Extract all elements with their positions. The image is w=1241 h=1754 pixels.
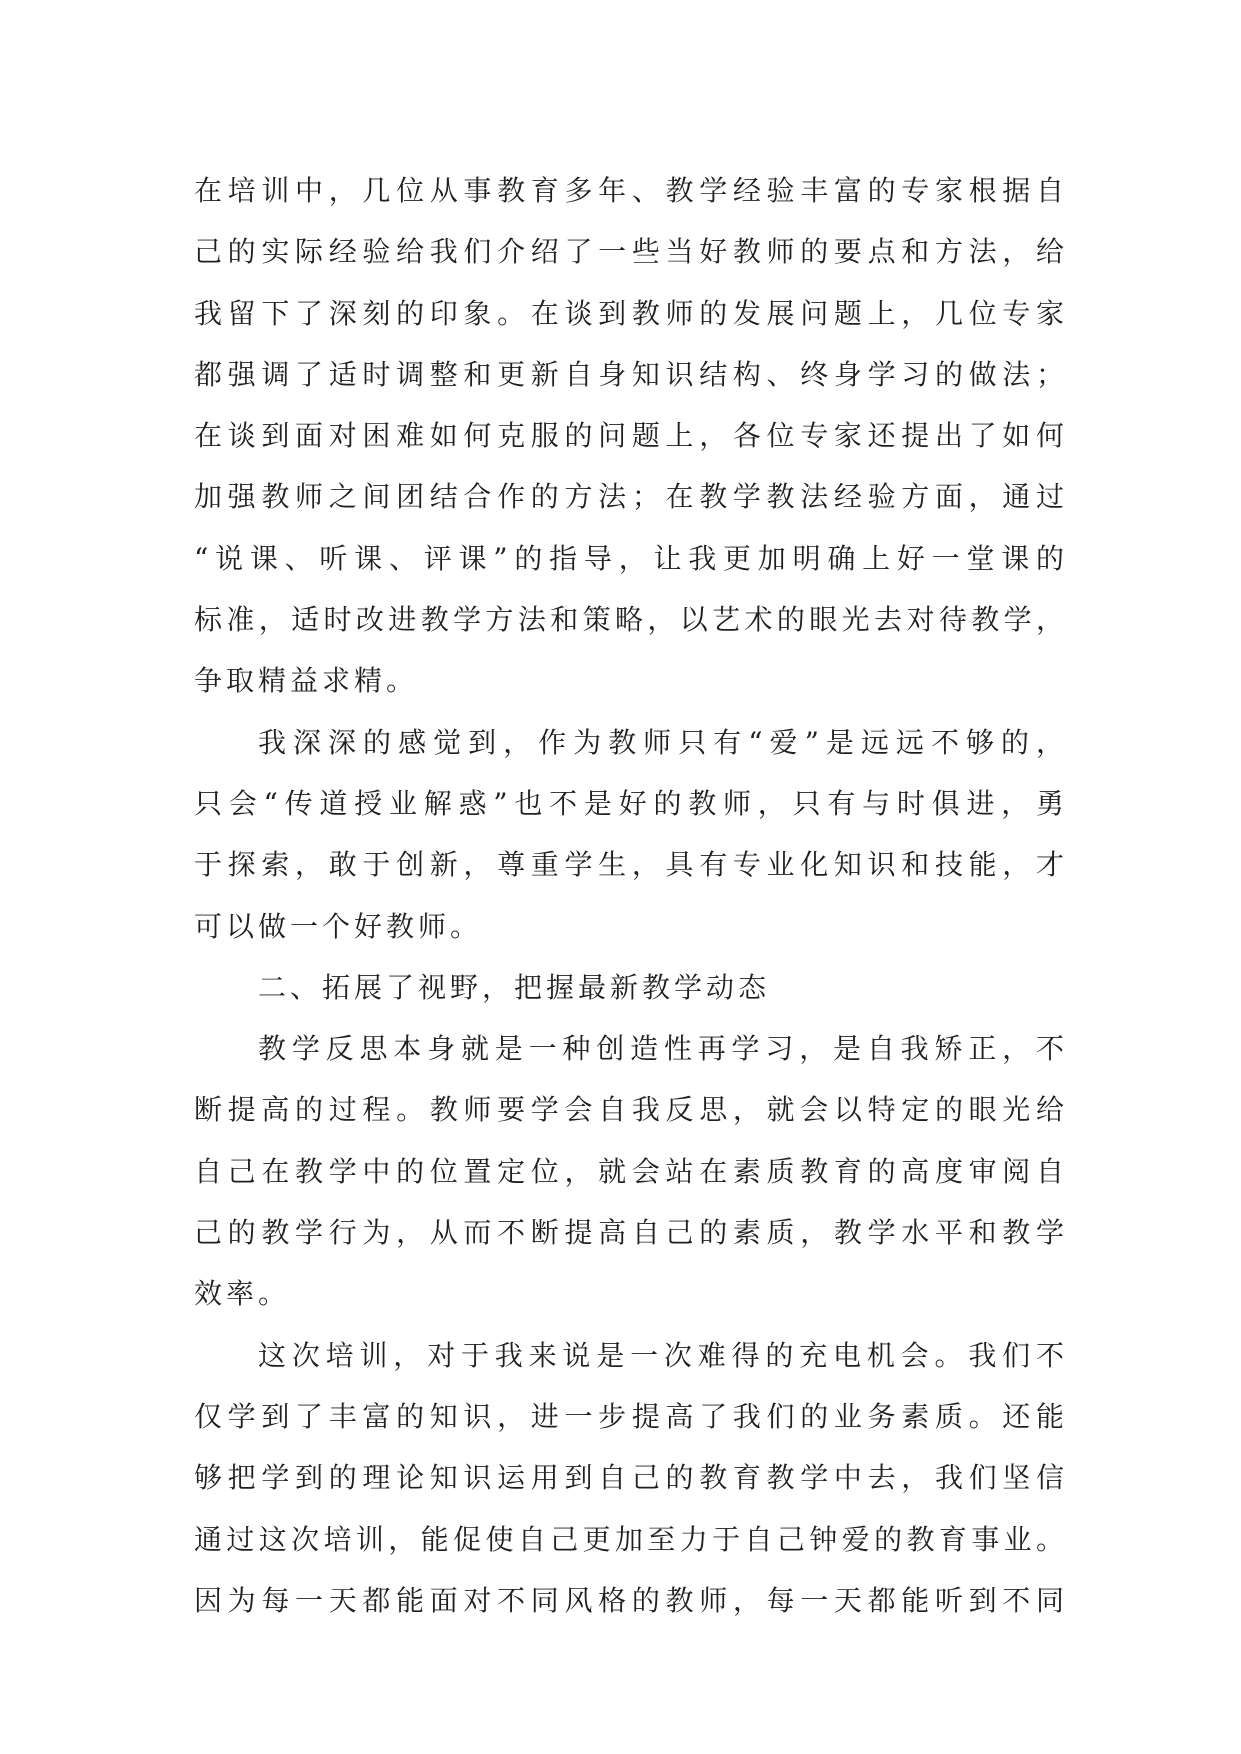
text-line: 通过这次培训，能促使自己更加至力于自己钟爱的教育事业。: [194, 1522, 1064, 1556]
text-line: 争取精益求精。: [194, 664, 419, 698]
text-line: 可以做一个好教师。: [194, 909, 483, 943]
text-line: 因为每一天都能面对不同风格的教师，每一天都能听到不同: [194, 1583, 1064, 1617]
text-line: 教学反思本身就是一种创造性再学习，是自我矫正，不: [258, 1032, 1064, 1066]
text-line: 标准，适时改进教学方法和策略，以艺术的眼光去对待教学，: [194, 603, 1064, 637]
text-line: 我深深的感觉到，作为教师只有“爱”是远远不够的，: [258, 725, 1064, 759]
text-line: 断提高的过程。教师要学会自我反思，就会以特定的眼光给: [194, 1093, 1064, 1127]
document-body: [194, 160, 1064, 1631]
text-line: 于探索，敢于创新，尊重学生，具有专业化知识和技能，才: [194, 848, 1064, 882]
text-line: 在培训中，几位从事教育多年、教学经验丰富的专家根据自: [194, 174, 1064, 207]
text-line: 仅学到了丰富的知识，进一步提高了我们的业务素质。还能: [194, 1399, 1064, 1433]
text-line: 己的教学行为，从而不断提高自己的素质，教学水平和教学: [194, 1216, 1064, 1250]
text-line: 只会“传道授业解惑”也不是好的教师，只有与时俱进，勇: [194, 786, 1064, 820]
text-line: 己的实际经验给我们介绍了一些当好教师的要点和方法，给: [194, 235, 1064, 269]
text-line: 我留下了深刻的印象。在谈到教师的发展问题上，几位专家: [194, 296, 1064, 330]
text-line: 自己在教学中的位置定位，就会站在素质教育的高度审阅自: [194, 1154, 1064, 1188]
text-line: 这次培训，对于我来说是一次难得的充电机会。我们不: [258, 1338, 1064, 1372]
text-line: 够把学到的理论知识运用到自己的教育教学中去，我们坚信: [194, 1461, 1064, 1495]
text-line: 加强教师之间团结合作的方法；在教学教法经验方面，通过: [194, 480, 1064, 514]
text-line: 都强调了适时调整和更新自身知识结构、终身学习的做法；: [194, 357, 1064, 391]
text-line: 二、拓展了视野，把握最新教学动态: [258, 970, 771, 1004]
text-line: 效率。: [194, 1277, 291, 1311]
text-line: “说课、听课、评课”的指导，让我更加明确上好一堂课的: [194, 541, 1064, 575]
text-line: 在谈到面对困难如何克服的问题上，各位专家还提出了如何: [194, 419, 1064, 453]
